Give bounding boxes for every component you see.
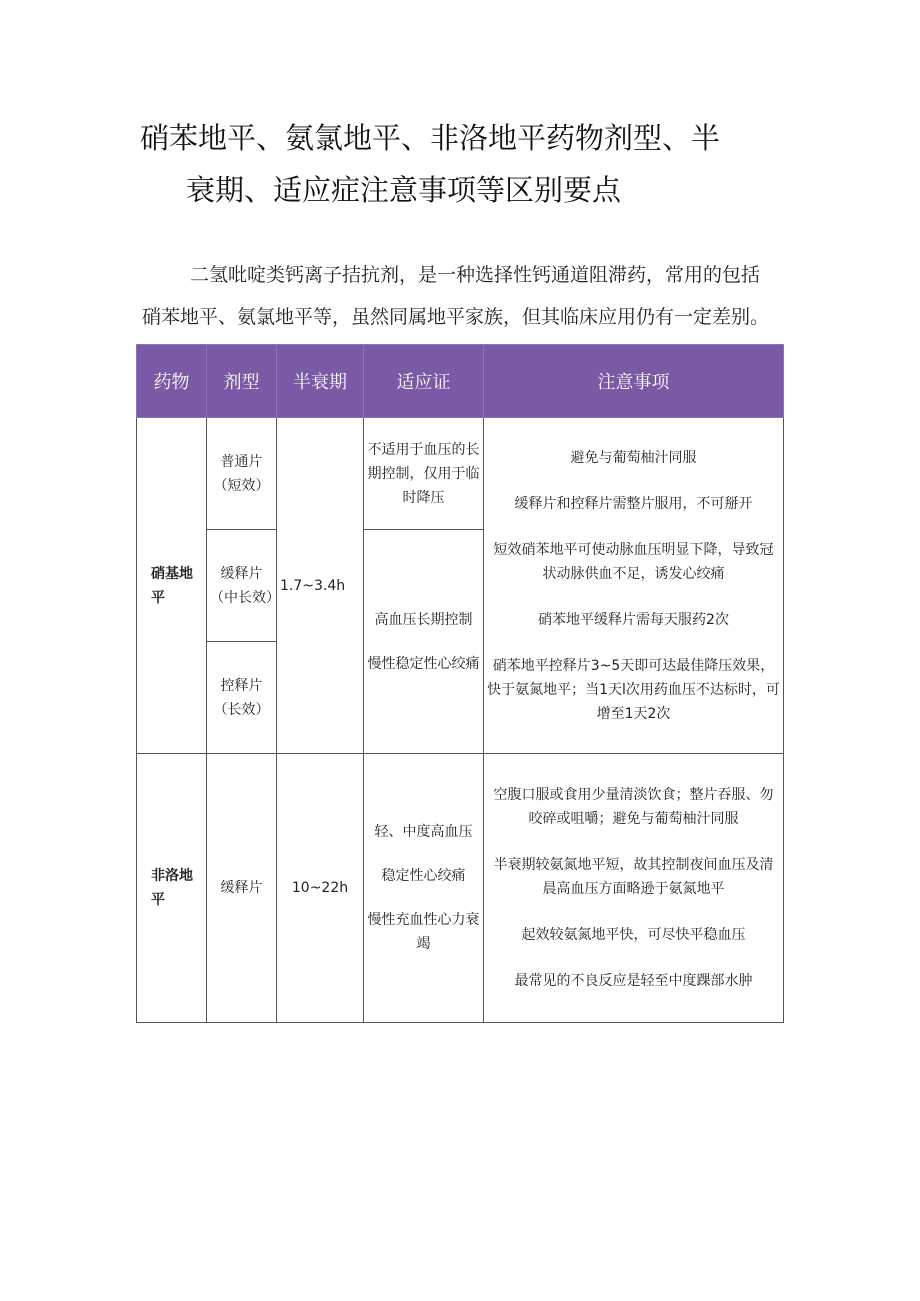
header-half-life: 半衰期 xyxy=(277,345,364,418)
intro-paragraph xyxy=(142,254,802,338)
header-notes: 注意事项 xyxy=(484,345,784,418)
notes-cell xyxy=(484,754,784,1023)
note-item: 避免与葡萄柚汁同服 xyxy=(570,449,697,466)
indication-item: 轻、中度高血压 xyxy=(374,824,473,840)
comparison-table xyxy=(136,344,784,1023)
drug-name: 硝基地平 xyxy=(137,418,207,754)
note-item: 半衰期较氨氮地平短，故其控制夜间血压及清晨高血压方面略逊于氨氮地平 xyxy=(493,857,774,897)
indication-cell xyxy=(364,418,484,530)
indication-item: 慢性稳定性心绞痛 xyxy=(367,655,480,672)
form-cell: 缓释片 xyxy=(207,754,277,1023)
intro-line: 硝苯地平、氨氯地平等，虽然同属地平家族，但其临床应用仍有一定差别。 xyxy=(142,306,770,328)
notes-cell xyxy=(484,418,784,754)
half-life-cell: 10~22h xyxy=(277,754,364,1023)
drug-name: 非洛地平 xyxy=(137,754,207,1023)
table-header-row xyxy=(137,345,784,418)
indication-item: 不适用于血压的长期控制，仅用于临时降压 xyxy=(367,441,480,506)
note-item: 硝苯地平缓释片需每天服药2次 xyxy=(538,611,729,628)
note-item: 缓释片和控释片需整片服用，不可掰开 xyxy=(514,495,753,512)
table-row xyxy=(137,754,784,1023)
table-row xyxy=(137,418,784,530)
indication-cell xyxy=(364,754,484,1023)
document-title xyxy=(140,112,780,216)
intro-line: 二氢吡啶类钙离子拮抗剂，是一种选择性钙通道阻滞药，常用的包括 xyxy=(190,264,761,286)
half-life-cell: 1.7~3.4h xyxy=(277,418,364,754)
header-drug: 药物 xyxy=(137,345,207,418)
note-item: 硝苯地平控释片3~5天即可达最佳降压效果，快于氨氮地平；当1天l次用药血压不达标时，可增至1天2次 xyxy=(487,657,780,722)
note-item: 短效硝苯地平可使动脉血压明显下降，导致冠状动脉供血不足，诱发心绞痛 xyxy=(493,541,774,582)
form-cell: 缓释片（中长效） xyxy=(207,530,277,642)
form-cell: 普通片（短效） xyxy=(207,418,277,530)
indication-item: 稳定性心绞痛 xyxy=(381,868,466,884)
indication-item: 高血压长期控制 xyxy=(374,611,473,628)
title-line: 衰期、适应症注意事项等区别要点 xyxy=(186,173,622,207)
indication-item: 慢性充血性心力衰竭 xyxy=(367,912,480,952)
indication-cell xyxy=(364,530,484,754)
note-item: 起效较氨氮地平快，可尽快平稳血压 xyxy=(521,927,746,943)
note-item: 空腹口服或食用少量清淡饮食；整片吞服、勿咬碎或咀嚼；避免与葡萄柚汁同服 xyxy=(493,787,774,827)
header-indication: 适应证 xyxy=(364,345,484,418)
title-line: 硝苯地平、氨氯地平、非洛地平药物剂型、半 xyxy=(140,121,721,155)
note-item: 最常见的不良反应是轻至中度踝部水肿 xyxy=(514,973,753,989)
form-cell: 控释片（长效） xyxy=(207,642,277,754)
header-form: 剂型 xyxy=(207,345,277,418)
